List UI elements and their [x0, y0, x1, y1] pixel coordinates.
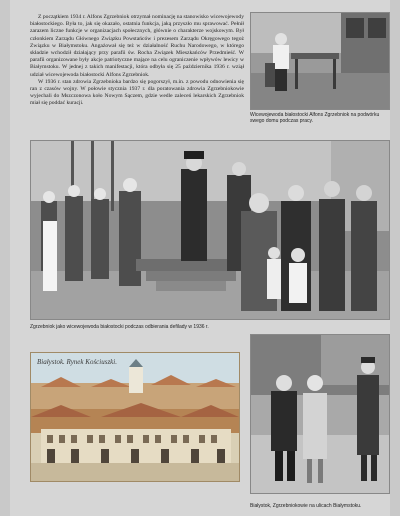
- paragraph-2: W 1936 r. stan zdrowia Zgrzebnioka bardzo się pogorszył, m.in. z powodu odnowienia się ran z czasów wojny. W połowie stycznia 1937 r. dla poratowania zdrowia Zgrzebniokowie wyjechali do Mszczonowa koło Nowym Sączem, gdzie wedle zaleceń lekarskich Zgrzebniok miał się poddać kuracji.: [30, 78, 244, 107]
- postcard-label: Białystok. Rynek Kościuszki.: [37, 358, 117, 366]
- document-page: [10, 0, 390, 516]
- paragraph-1: Z początkiem 1934 r. Alfons Zgrzebniok otrzymał nominację na stanowisko wicewojewody białostockiego. Była to, jak się okazało, ostatnia funkcja, jaką przyszło mu sprawować. Pełnił zarazem liczne funkcje w organizacjach społecznych, głównie o charakterze wojskowym. Był członkiem Zarządu Głównego Związku Powstańców i prezesem Zarządu Okręgowego tegoż Związku w Białymstoku. Angażował się też w działalność Ruchu Narodowego, w którego składzie wchodził działający przy parafii św. Rocha Związek Mieszkańców Przedmieść. W parafii organizowane były akcje patriotyczne mające na celu ograniczenie wpływów lewicy w Białymstoku. W jednej z takich manifestacji, która odbyła się 25 października 1936 r. wziął udział wicewojewoda białostocki Alfons Zgrzebniok.: [30, 14, 244, 78]
- photo-postcard-market: [30, 352, 240, 482]
- photo-couple-walking: [250, 334, 390, 494]
- caption-parade: Zgrzebniok jako wicewojewoda białostocki podczas odbierania defilady w 1936 r.: [30, 324, 209, 330]
- article-text: [30, 14, 244, 108]
- photo-desk-courtyard: [250, 12, 390, 110]
- photo-parade: [30, 140, 390, 320]
- caption-couple-walking: Białystok, Zgrzebniokowie na ulicach Białymstoku.: [250, 503, 362, 509]
- caption-desk-courtyard: Wicewojewoda białostocki Alfons Zgrzebniok na podwórku swego domu podczas pracy.: [250, 112, 380, 125]
